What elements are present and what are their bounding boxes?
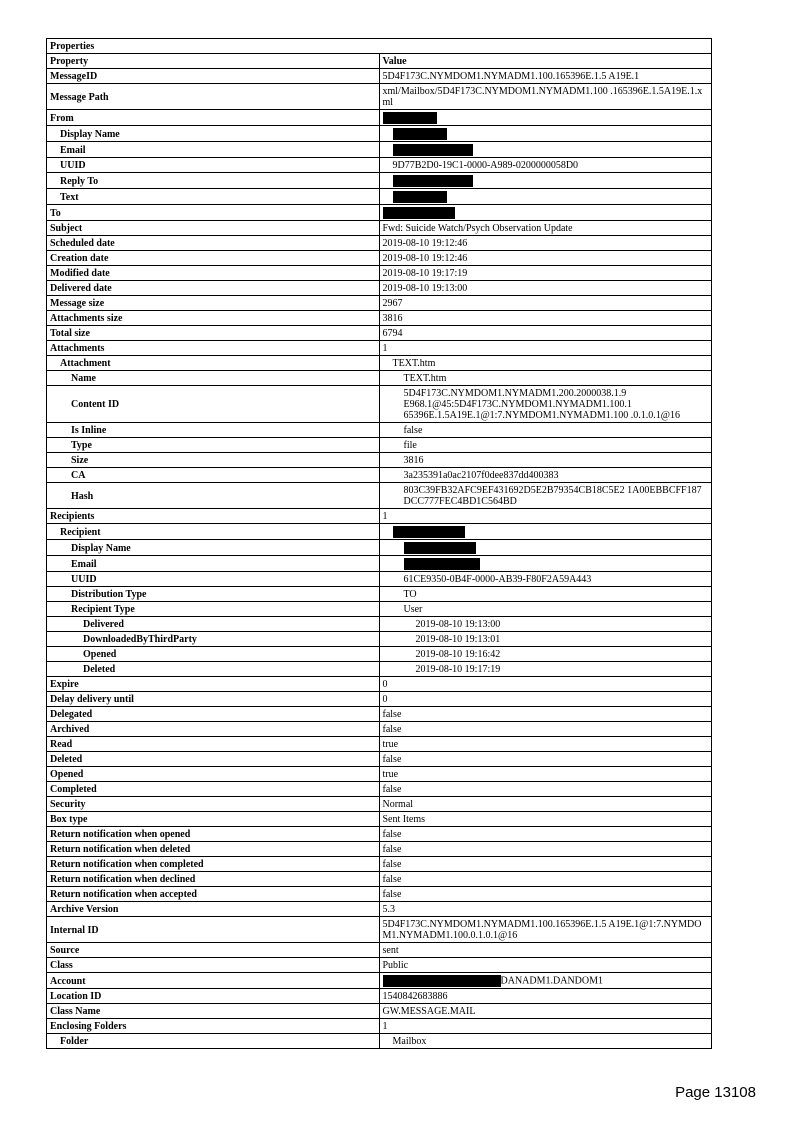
property-label: Distribution Type (47, 587, 380, 602)
table-row (47, 509, 712, 524)
property-value (379, 173, 712, 189)
property-value (379, 524, 712, 540)
table-row (47, 707, 712, 722)
table-row (47, 632, 712, 647)
table-row (47, 483, 712, 509)
table-row (47, 602, 712, 617)
table-row (47, 752, 712, 767)
property-label: UUID (47, 572, 380, 587)
table-row (47, 662, 712, 677)
property-label: Name (47, 371, 380, 386)
property-value: false (379, 857, 712, 872)
property-value: false (379, 842, 712, 857)
table-row (47, 266, 712, 281)
property-label: Opened (47, 647, 380, 662)
property-label: Attachments (47, 341, 380, 356)
property-value: 9D77B2D0-19C1-0000-A989-0200000058D0 (379, 158, 712, 173)
property-label: Class Name (47, 1004, 380, 1019)
table-row (47, 386, 712, 423)
property-value: Fwd: Suicide Watch/Psych Observation Update (379, 221, 712, 236)
property-value: 5D4F173C.NYMDOM1.NYMADM1.100.165396E.1.5 A19E.1@1:7.NYMDOM1.NYMADM1.100.0.1.0.1@16 (379, 917, 712, 943)
property-value: 2019-08-10 19:17:19 (379, 662, 712, 677)
property-value: Normal (379, 797, 712, 812)
property-value: 2019-08-10 19:13:00 (379, 617, 712, 632)
table-row (47, 341, 712, 356)
table-row (47, 692, 712, 707)
properties-table (46, 38, 712, 1049)
table-row (47, 812, 712, 827)
property-label: Delay delivery until (47, 692, 380, 707)
column-header-value: Value (379, 54, 712, 69)
redaction-block (383, 975, 501, 987)
property-value (379, 142, 712, 158)
property-label: Type (47, 438, 380, 453)
property-label: Message Path (47, 84, 380, 110)
table-row (47, 173, 712, 189)
table-row (47, 767, 712, 782)
property-label: Return notification when declined (47, 872, 380, 887)
page-number: Page 13108 (675, 1084, 756, 1101)
table-row (47, 943, 712, 958)
table-row (47, 311, 712, 326)
property-value: 1540842683886 (379, 989, 712, 1004)
table-row (47, 782, 712, 797)
table-row (47, 647, 712, 662)
table-row (47, 827, 712, 842)
property-label: Internal ID (47, 917, 380, 943)
property-label: Total size (47, 326, 380, 341)
property-value: Public (379, 958, 712, 973)
property-value: 3816 (379, 453, 712, 468)
property-value: false (379, 722, 712, 737)
table-row (47, 857, 712, 872)
property-value (379, 126, 712, 142)
property-label: Attachment (47, 356, 380, 371)
property-label: Delivered date (47, 281, 380, 296)
table-row (47, 917, 712, 943)
property-value: false (379, 887, 712, 902)
table-row (47, 221, 712, 236)
redaction-block (404, 558, 480, 570)
table-row (47, 1034, 712, 1049)
property-label: Modified date (47, 266, 380, 281)
property-label: Scheduled date (47, 236, 380, 251)
property-value: 5D4F173C.NYMDOM1.NYMADM1.100.165396E.1.5 A19E.1 (379, 69, 712, 84)
property-value: 5.3 (379, 902, 712, 917)
property-label: From (47, 110, 380, 126)
property-value (379, 189, 712, 205)
table-row (47, 556, 712, 572)
property-value: false (379, 423, 712, 438)
table-row (47, 251, 712, 266)
property-label: Expire (47, 677, 380, 692)
table-row (47, 453, 712, 468)
property-value (379, 973, 712, 989)
account-domain: DANADM1.DANDOM1 (500, 975, 603, 987)
property-label: Return notification when opened (47, 827, 380, 842)
table-row (47, 142, 712, 158)
table-row (47, 438, 712, 453)
property-label: Reply To (47, 173, 380, 189)
property-value (379, 386, 712, 423)
table-row (47, 69, 712, 84)
property-value: 2019-08-10 19:12:46 (379, 236, 712, 251)
property-value: sent (379, 943, 712, 958)
property-label: Security (47, 797, 380, 812)
property-label: Message size (47, 296, 380, 311)
property-label: Delivered (47, 617, 380, 632)
property-value: 2019-08-10 19:17:19 (379, 266, 712, 281)
property-label: Display Name (47, 126, 380, 142)
property-label: Creation date (47, 251, 380, 266)
property-label: CA (47, 468, 380, 483)
table-row (47, 722, 712, 737)
table-row (47, 371, 712, 386)
table-row (47, 296, 712, 311)
property-label: To (47, 205, 380, 221)
redaction-block (393, 526, 465, 538)
property-label: Delegated (47, 707, 380, 722)
table-row (47, 1019, 712, 1034)
property-label: UUID (47, 158, 380, 173)
table-row (47, 524, 712, 540)
property-label: Completed (47, 782, 380, 797)
property-label: Return notification when completed (47, 857, 380, 872)
property-label: Recipient (47, 524, 380, 540)
property-label: Subject (47, 221, 380, 236)
table-row (47, 973, 712, 989)
property-label: Return notification when accepted (47, 887, 380, 902)
redaction-block (393, 191, 447, 203)
table-row (47, 989, 712, 1004)
column-header-property: Property (47, 54, 380, 69)
property-label: Account (47, 973, 380, 989)
property-value: 803C39FB32AFC9EF431692D5E2B79354CB18C5E2 1A00EBBCFF187DCC777FEC4BD1C564BD (379, 483, 712, 509)
property-label: Attachments size (47, 311, 380, 326)
content-id-line: 5D4F173C.NYMDOM1.NYMADM1.200.2000038.1.9 (403, 388, 627, 399)
property-label: Email (47, 142, 380, 158)
property-value: 2019-08-10 19:16:42 (379, 647, 712, 662)
property-label: Folder (47, 1034, 380, 1049)
property-value: 1 (379, 341, 712, 356)
table-row (47, 281, 712, 296)
table-row (47, 1004, 712, 1019)
property-value: TEXT.htm (379, 371, 712, 386)
property-value: 3816 (379, 311, 712, 326)
property-label: Location ID (47, 989, 380, 1004)
property-value: 2019-08-10 19:13:00 (379, 281, 712, 296)
property-value: 2019-08-10 19:13:01 (379, 632, 712, 647)
property-value: false (379, 827, 712, 842)
table-row (47, 677, 712, 692)
table-row (47, 423, 712, 438)
property-label: Opened (47, 767, 380, 782)
property-value: true (379, 737, 712, 752)
redaction-block (383, 112, 437, 124)
property-value: file (379, 438, 712, 453)
table-row (47, 326, 712, 341)
property-value: TO (379, 587, 712, 602)
table-row (47, 958, 712, 973)
property-label: Enclosing Folders (47, 1019, 380, 1034)
table-row (47, 797, 712, 812)
table-row (47, 126, 712, 142)
table-row (47, 236, 712, 251)
table-row (47, 468, 712, 483)
redaction-block (393, 144, 473, 156)
property-label: DownloadedByThirdParty (47, 632, 380, 647)
property-label: Text (47, 189, 380, 205)
property-label: Read (47, 737, 380, 752)
table-row (47, 872, 712, 887)
property-label: Display Name (47, 540, 380, 556)
property-label: Recipients (47, 509, 380, 524)
property-label: Hash (47, 483, 380, 509)
property-value: 0 (379, 677, 712, 692)
property-label: Box type (47, 812, 380, 827)
redaction-block (393, 128, 447, 140)
content-id-line: 65396E.1.5A19E.1@1:7.NYMDOM1.NYMADM1.100 .0.1.0.1@16 (403, 410, 680, 421)
property-value: true (379, 767, 712, 782)
property-label: Email (47, 556, 380, 572)
property-label: Is Inline (47, 423, 380, 438)
property-value (379, 556, 712, 572)
redaction-block (383, 207, 455, 219)
table-row (47, 189, 712, 205)
property-value: Sent Items (379, 812, 712, 827)
property-value: 0 (379, 692, 712, 707)
table-row (47, 587, 712, 602)
property-value: 2967 (379, 296, 712, 311)
table-row (47, 158, 712, 173)
property-label: Size (47, 453, 380, 468)
property-value: 2019-08-10 19:12:46 (379, 251, 712, 266)
property-label: Content ID (47, 386, 380, 423)
property-value (379, 540, 712, 556)
table-row (47, 572, 712, 587)
property-label: Deleted (47, 662, 380, 677)
table-row (47, 205, 712, 221)
table-row (47, 737, 712, 752)
property-value: 1 (379, 1019, 712, 1034)
table-row (47, 842, 712, 857)
property-value: false (379, 752, 712, 767)
property-value: User (379, 602, 712, 617)
table-row (47, 110, 712, 126)
table-row (47, 540, 712, 556)
property-value: GW.MESSAGE.MAIL (379, 1004, 712, 1019)
property-value: TEXT.htm (379, 356, 712, 371)
content-id-line: E968.1@45:5D4F173C.NYMDOM1.NYMADM1.100.1 (403, 399, 632, 410)
property-value: 1 (379, 509, 712, 524)
property-label: Class (47, 958, 380, 973)
property-value: 6794 (379, 326, 712, 341)
redaction-block (404, 542, 476, 554)
redaction-block (393, 175, 473, 187)
property-value: 61CE9350-0B4F-0000-AB39-F80F2A59A443 (379, 572, 712, 587)
table-row (47, 902, 712, 917)
property-label: Deleted (47, 752, 380, 767)
property-label: Archived (47, 722, 380, 737)
property-value: false (379, 872, 712, 887)
property-label: Return notification when deleted (47, 842, 380, 857)
property-label: Archive Version (47, 902, 380, 917)
table-title: Properties (47, 39, 712, 54)
property-value: false (379, 707, 712, 722)
property-value (379, 205, 712, 221)
table-row (47, 84, 712, 110)
property-value (379, 110, 712, 126)
property-value: xml/Mailbox/5D4F173C.NYMDOM1.NYMADM1.100 .165396E.1.5A19E.1.xml (379, 84, 712, 110)
property-value: 3a235391a0ac2107f0dee837dd400383 (379, 468, 712, 483)
property-label: MessageID (47, 69, 380, 84)
property-value: Mailbox (379, 1034, 712, 1049)
table-row (47, 356, 712, 371)
table-row (47, 887, 712, 902)
property-label: Recipient Type (47, 602, 380, 617)
table-row (47, 617, 712, 632)
property-label: Source (47, 943, 380, 958)
property-value: false (379, 782, 712, 797)
